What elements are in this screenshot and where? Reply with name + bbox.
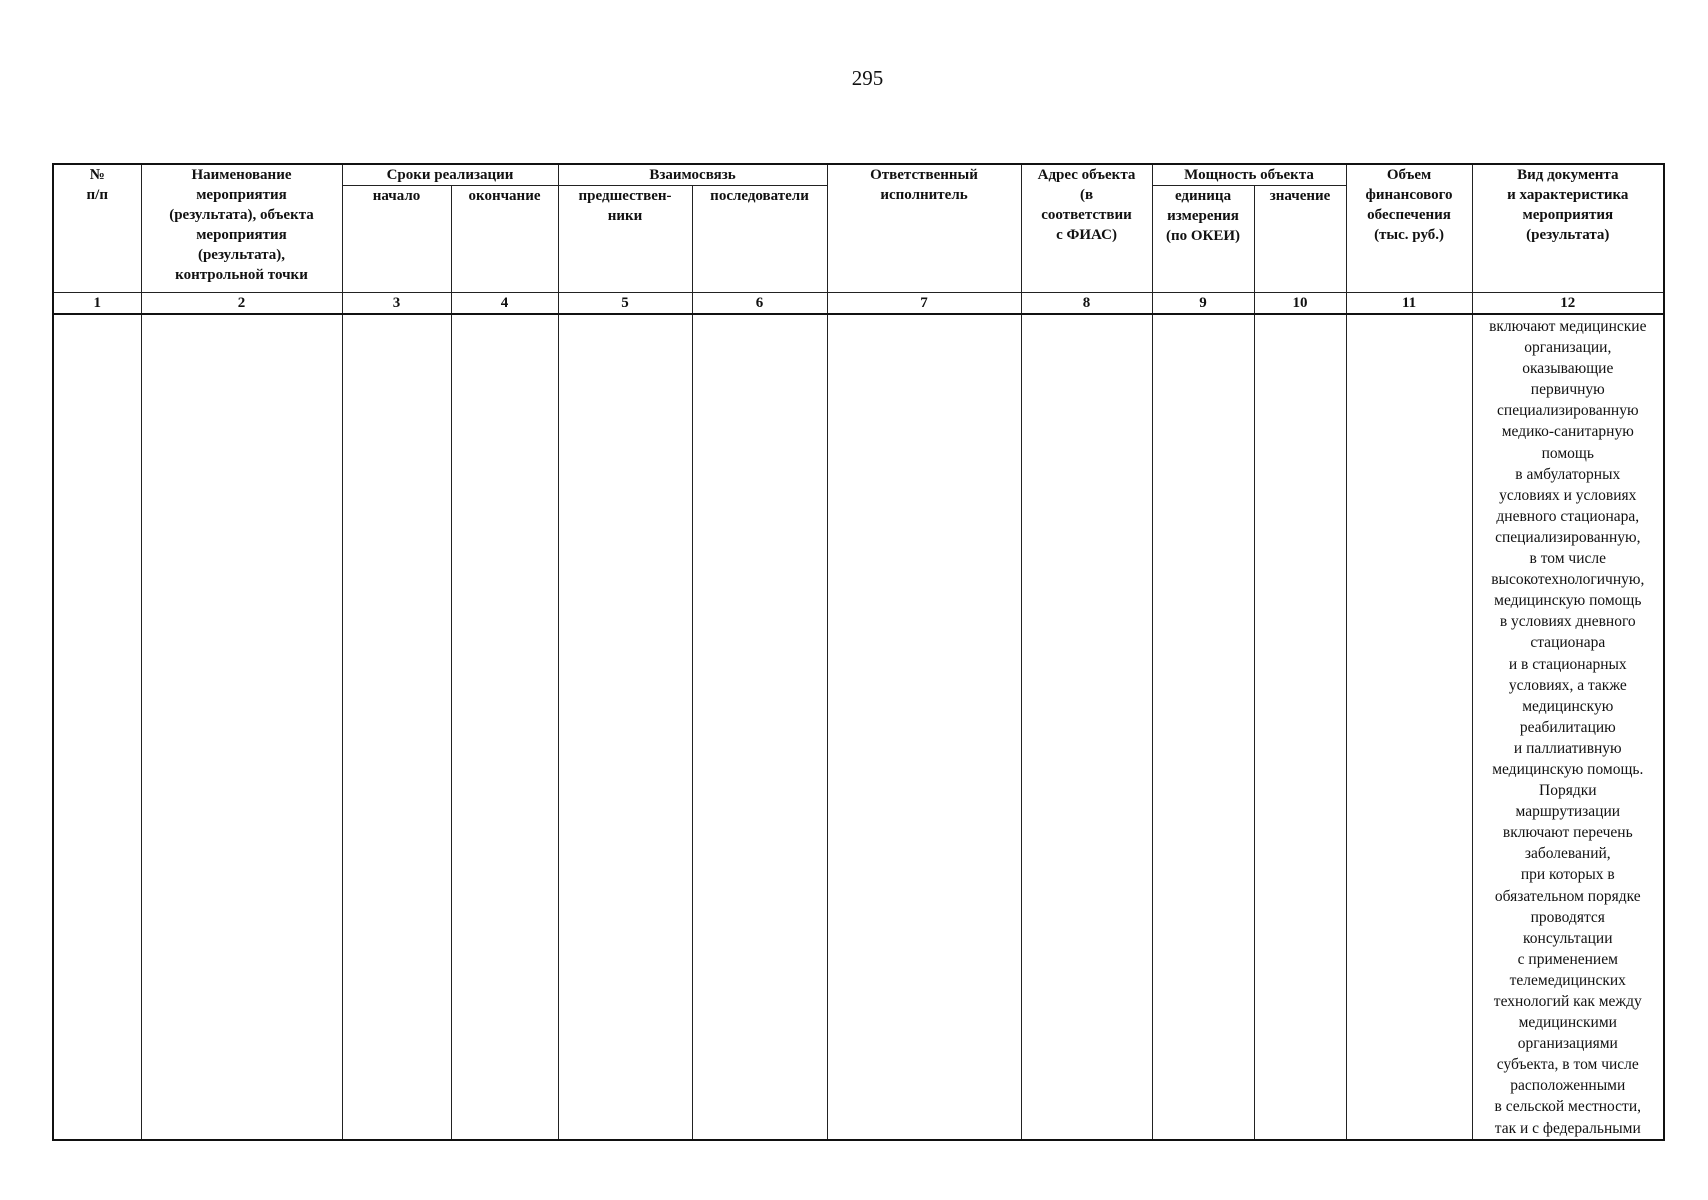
document-text-line: медико-санитарную [1501, 423, 1634, 441]
header-text-line: (результата), [197, 247, 286, 263]
cell-unit-measure [1152, 314, 1254, 1140]
document-text-line: заболеваний, [1524, 845, 1611, 863]
document-text-line: условиях, а также [1508, 676, 1627, 694]
header-text-line: значение [1269, 188, 1331, 204]
header-text-line: (результата), объекта [169, 207, 314, 223]
document-text-line: консультации [1523, 929, 1613, 947]
column-number: 2 [141, 293, 342, 315]
document-text-line: стационара [1530, 634, 1606, 652]
header-start [342, 186, 451, 293]
header-text-line: предшествен- [578, 188, 672, 204]
header-text-line: (результата) [1526, 227, 1610, 243]
header-predecessors [558, 186, 692, 293]
document-text-line: медицинскую помощь [1494, 592, 1642, 610]
header-unit-measure [1152, 186, 1254, 293]
cell-activity-name [141, 314, 342, 1140]
document-text-line: помощь [1541, 444, 1594, 462]
document-text-line: обязательном порядке [1494, 887, 1641, 905]
header-object-address [1021, 164, 1152, 293]
cell-successors [692, 314, 827, 1140]
document-text-line: специализированную [1497, 402, 1639, 420]
column-number: 11 [1346, 293, 1472, 315]
document-text-line: организациями [1517, 1035, 1618, 1053]
document-text-line: условиях и условиях [1499, 486, 1637, 504]
document-text-line: проводятся [1530, 908, 1605, 926]
document-text-line: при которых в [1520, 866, 1615, 884]
column-number: 1 [53, 293, 141, 315]
column-number: 12 [1472, 293, 1664, 315]
document-text-line: дневного стационара, [1496, 507, 1640, 525]
header-text-line: единица [1174, 188, 1232, 204]
document-text-line: в условиях дневного [1499, 613, 1636, 631]
document-text-line: специализированную, [1495, 528, 1641, 546]
column-number: 5 [558, 293, 692, 315]
header-value [1254, 186, 1346, 293]
document-text-line: включают перечень [1502, 824, 1633, 842]
document-text-line: медицинскими [1518, 1014, 1617, 1032]
header-text-line: Наименование [191, 167, 292, 183]
column-number: 7 [827, 293, 1021, 315]
activities-table [52, 163, 1665, 1141]
header-text-line: мероприятия [196, 227, 287, 243]
header-text-line: п/п [86, 187, 108, 203]
header-text-line: контрольной точки [175, 267, 308, 283]
header-text-line: измерения [1167, 208, 1239, 224]
header-text-line: Ответственный [870, 167, 978, 183]
page-number: 295 [851, 66, 884, 90]
cell-end [451, 314, 558, 1140]
document-text-line: организации, [1524, 339, 1612, 357]
header-text-line: № [89, 167, 105, 183]
column-number: 6 [692, 293, 827, 315]
header-text-line: исполнитель [880, 187, 968, 203]
document-text-line: расположенными [1510, 1077, 1626, 1095]
document-text-line: технологий как между [1493, 993, 1642, 1010]
column-numbers-row [53, 293, 1664, 315]
document-text-line: и в стационарных [1508, 655, 1627, 673]
document-text-line: первичную [1530, 381, 1605, 399]
document-text-line: включают медицинские [1489, 318, 1647, 335]
column-number: 3 [342, 293, 451, 315]
header-text-line: (тыс. руб.) [1374, 227, 1444, 243]
cell-number [53, 314, 141, 1140]
document-text-line: с применением [1517, 950, 1618, 968]
document-text-line: так и с федеральными [1494, 1119, 1641, 1137]
header-responsible [827, 164, 1021, 293]
header-activity-name [141, 164, 342, 293]
header-financing-volume [1346, 164, 1472, 293]
header-text-line: Объем [1386, 167, 1432, 183]
header-text-line: с ФИАС) [1056, 227, 1117, 243]
document-text-line: в сельской местности, [1494, 1098, 1642, 1116]
header-text-line: обеспечения [1367, 207, 1451, 223]
cell-responsible [827, 314, 1021, 1140]
document-text-line: в том числе [1529, 550, 1607, 568]
column-number: 8 [1021, 293, 1152, 315]
header-relationship: Взаимосвязь [558, 164, 827, 186]
document-text-line: маршрутизации [1515, 803, 1621, 821]
header-object-capacity: Мощность объекта [1152, 164, 1346, 186]
document-text-line: Порядки [1539, 782, 1597, 800]
document-text-line: оказывающие [1522, 360, 1614, 378]
cell-predecessors [558, 314, 692, 1140]
header-text-line: мероприятия [1522, 207, 1614, 223]
column-number: 9 [1152, 293, 1254, 315]
table-row [53, 314, 1664, 1140]
header-document-type [1472, 164, 1664, 293]
document-text-line: в амбулаторных [1515, 465, 1621, 483]
header-implementation-terms: Сроки реализации [342, 164, 558, 186]
cell-document-characteristics [1472, 314, 1664, 1140]
header-text-line: ники [607, 208, 643, 224]
header-text-line: окончание [468, 188, 541, 204]
cell-object-address [1021, 314, 1152, 1140]
document-text-line: медицинскую [1522, 697, 1614, 715]
header-text-line: и характеристика [1507, 187, 1629, 203]
header-successors [692, 186, 827, 293]
header-text-line: Адрес объекта [1037, 167, 1136, 183]
cell-value [1254, 314, 1346, 1140]
cell-start [342, 314, 451, 1140]
header-text-line: финансового [1365, 187, 1453, 203]
header-text-line: (в [1079, 187, 1094, 203]
document-text-line: медицинскую помощь. [1492, 760, 1644, 778]
cell-financing-volume [1346, 314, 1472, 1140]
document-text-line: высокотехнологичную, [1491, 571, 1645, 589]
document-text-line: субъекта, в том числе [1496, 1056, 1639, 1074]
header-text-line: (по ОКЕИ) [1165, 228, 1241, 244]
document-text-line: и паллиативную [1513, 739, 1622, 757]
document-text-line: реабилитацию [1519, 718, 1616, 736]
column-number: 4 [451, 293, 558, 315]
header-text-line: последователи [710, 188, 809, 204]
header-text-line: Вид документа [1517, 167, 1619, 183]
header-text-line: соответствии [1041, 207, 1132, 223]
header-text-line: начало [372, 188, 421, 204]
column-number: 10 [1254, 293, 1346, 315]
header-end [451, 186, 558, 293]
header-number [53, 164, 141, 293]
document-text-line: телемедицинских [1509, 971, 1626, 989]
header-text-line: мероприятия [196, 187, 287, 203]
